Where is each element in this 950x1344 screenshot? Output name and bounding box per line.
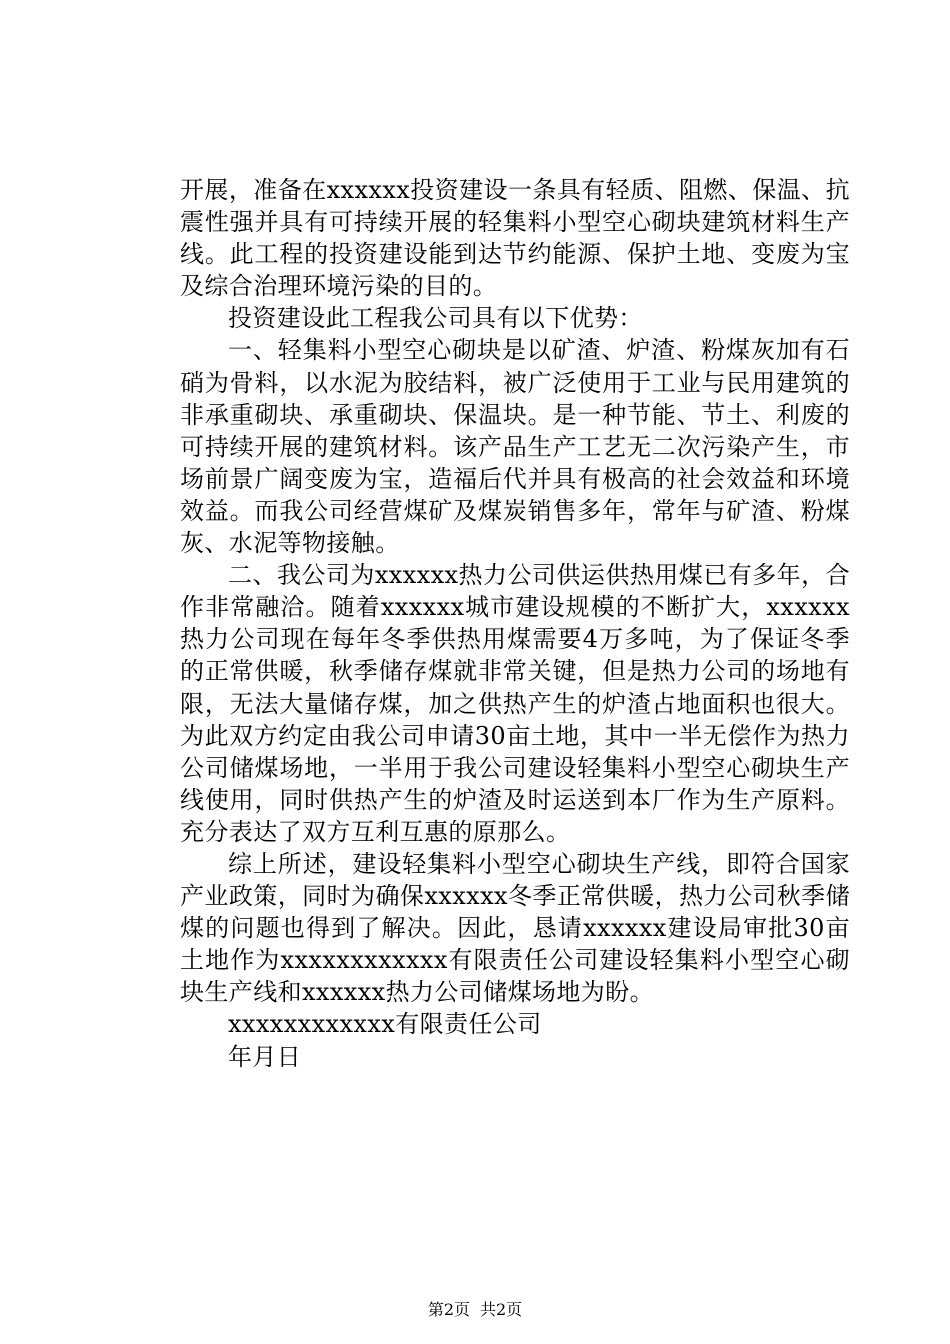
document-body — [180, 174, 850, 1073]
page-number: 第2页 — [427, 1300, 470, 1319]
page-total: 共2页 — [480, 1300, 523, 1319]
paragraph-advantages-intro: 投资建设此工程我公司具有以下优势： — [228, 304, 643, 333]
paragraph-continuation: 开展，准备在xxxxxx投资建设一条具有轻质、阻燃、保温、抗震性强并具有可持续开展的轻集料小型空心砌块建筑材料生产线。此工程的投资建设能到达节约能源、保护土地、变废为宝及综合治理环境污染的目的。 — [180, 176, 850, 301]
signature-company: xxxxxxxxxxxx有限责任公司 — [228, 1010, 542, 1039]
page-footer — [0, 1300, 950, 1320]
signature-date: 年月日 — [228, 1042, 302, 1071]
paragraph-advantage-one: 一、轻集料小型空心砌块是以矿渣、炉渣、粉煤灰加有石硝为骨料，以水泥为胶结料，被广泛使用于工业与民用建筑的非承重砌块、承重砌块、保温块。是一种节能、节土、利废的可持续开展的建筑材料。该产品生产工艺无二次污染产生，市场前景广阔变废为宝，造福后代并具有极高的社会效益和环境效益。而我公司经营煤矿及煤炭销售多年，常年与矿渣、粉煤灰、水泥等物接触。 — [180, 336, 850, 558]
paragraph-summary: 综上所述，建设轻集料小型空心砌块生产线，即符合国家产业政策，同时为确保xxxxxx冬季正常供暖，热力公司秋季储煤的问题也得到了解决。因此，恳请xxxxxx建设局审批30亩土地作为xxxxxxxxxxxx有限责任公司建设轻集料小型空心砌块生产线和xxxxxx热力公司储煤场地为盼。 — [180, 849, 850, 1007]
paragraph-advantage-two: 二、我公司为xxxxxx热力公司供运供热用煤已有多年，合作非常融洽。随着xxxxxx城市建设规模的不断扩大，xxxxxx热力公司现在每年冬季供热用煤需要4万多吨，为了保证冬季的正常供暖，秋季储存煤就非常关键，但是热力公司的场地有限，无法大量储存煤，加之供热产生的炉渣占地面积也很大。为此双方约定由我公司申请30亩土地，其中一半无偿作为热力公司储煤场地，一半用于我公司建设轻集料小型空心砌块生产线使用，同时供热产生的炉渣及时运送到本厂作为生产原料。充分表达了双方互利互惠的原那么。 — [180, 561, 850, 846]
